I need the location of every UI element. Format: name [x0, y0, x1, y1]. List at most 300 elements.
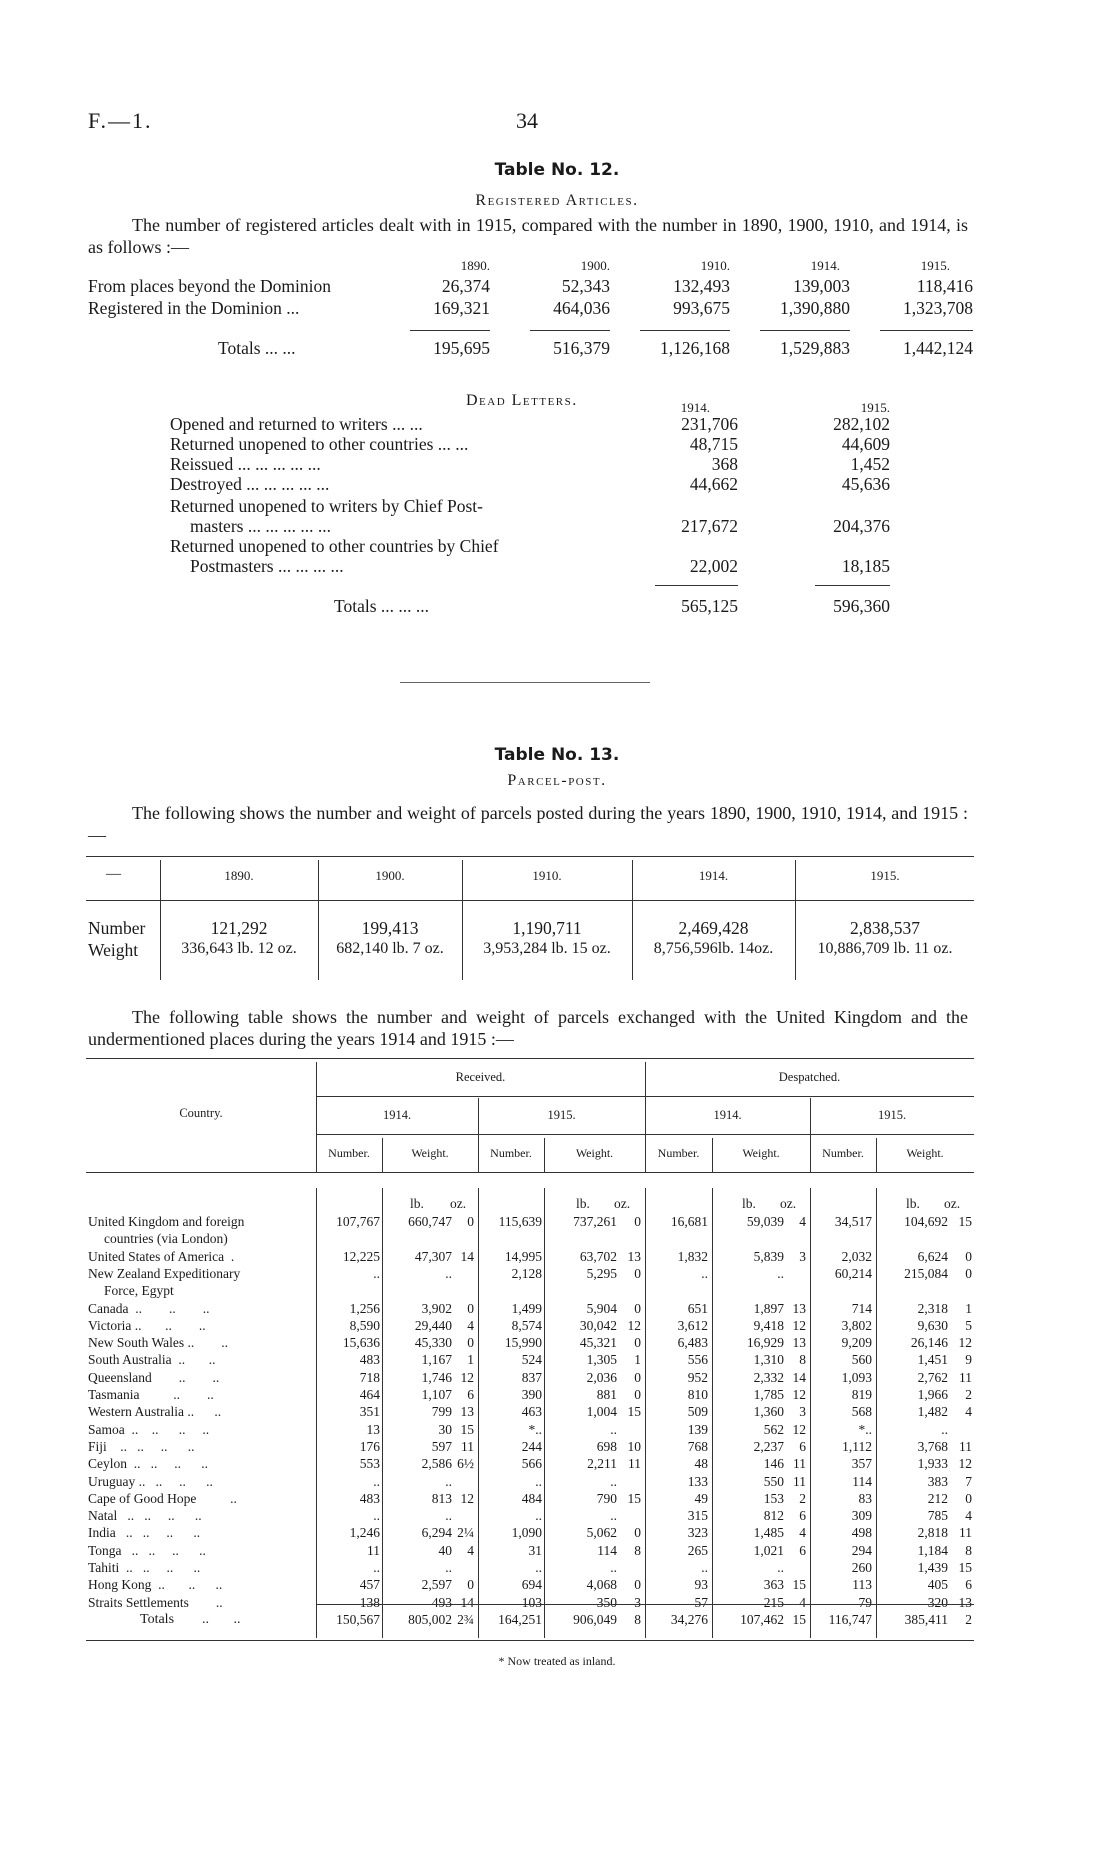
table-row: [0, 1525, 1114, 1542]
value-cell: 2,211: [587, 1456, 617, 1472]
value-cell: 16,681: [670, 1214, 708, 1229]
value-cell: 30: [438, 1421, 452, 1437]
value-cell: 1,310: [753, 1352, 784, 1368]
ounce-cell: 6: [799, 1542, 806, 1558]
t12-row-label: Registered in the Dominion ...: [88, 298, 300, 318]
value-cell: 493: [431, 1594, 452, 1610]
ounce-cell: 4: [965, 1508, 972, 1524]
value-cell: 1,832: [677, 1248, 708, 1264]
value-cell: 568: [851, 1404, 872, 1420]
ounce-cell: 10: [627, 1438, 641, 1454]
value-cell: 244: [521, 1438, 542, 1454]
t12-year: 1914.: [810, 258, 840, 273]
value-cell: 1,004: [586, 1404, 617, 1420]
dl-cell: 1,452: [850, 454, 890, 474]
table-row: [0, 1577, 1114, 1594]
country-cell: Ceylon .. .. .. ..: [88, 1456, 208, 1472]
col-year-header: 1915.: [547, 1108, 576, 1122]
t13-corner: —: [106, 866, 121, 882]
value-cell: 26,146: [910, 1335, 948, 1351]
ounce-cell: 15: [958, 1214, 972, 1229]
dead-letters-title: Dead Letters.: [466, 392, 578, 409]
value-cell: 718: [359, 1369, 380, 1385]
value-cell: 1,184: [917, 1542, 948, 1558]
ounce-cell: 5: [965, 1317, 972, 1333]
total-cell: 34,276: [670, 1612, 708, 1627]
ounce-cell: 0: [634, 1577, 641, 1593]
ounce-cell: 0: [634, 1369, 641, 1385]
value-cell: 1,246: [349, 1525, 380, 1541]
dl-row-label: Returned unopened to other countries by Chief: [170, 536, 499, 556]
t13-cell: 3,953,284 lb. 15 oz.: [483, 940, 611, 957]
value-cell: 566: [521, 1456, 542, 1472]
value-cell: 323: [687, 1525, 708, 1541]
value-cell: 1,785: [753, 1387, 784, 1402]
table-rule: [86, 856, 974, 857]
country-cell: Cape of Good Hope ..: [88, 1490, 237, 1506]
ounce-cell: 8: [965, 1542, 972, 1558]
ounce-cell: 1: [467, 1352, 474, 1368]
table-row: [0, 1301, 1114, 1318]
t12-total-cell: 1,529,883: [780, 338, 850, 358]
value-cell: 3,802: [841, 1317, 872, 1333]
country-cell: Straits Settlements ..: [88, 1594, 223, 1610]
value-cell: 556: [687, 1352, 708, 1368]
value-cell: 363: [763, 1577, 784, 1593]
value-cell: 309: [851, 1508, 872, 1524]
value-cell: 83: [858, 1490, 872, 1506]
ounce-cell: 11: [959, 1438, 972, 1454]
col-year-header: 1914.: [713, 1108, 742, 1122]
value-cell: 553: [359, 1456, 380, 1472]
value-cell: ..: [610, 1473, 617, 1489]
col-number-header: Number.: [822, 1146, 864, 1160]
value-cell: 483: [359, 1490, 380, 1506]
page-number: 34: [516, 108, 538, 133]
unit-oz: oz.: [944, 1196, 961, 1211]
value-cell: 837: [521, 1369, 542, 1385]
ounce-cell: 13: [958, 1594, 972, 1610]
total-ounce-cell: 2¾: [457, 1612, 474, 1627]
dl-year: 1914.: [680, 400, 710, 415]
ounce-cell: 7: [965, 1473, 972, 1489]
value-cell: 49: [694, 1490, 708, 1506]
value-cell: 153: [763, 1490, 784, 1506]
country-cell: New Zealand Expeditionary: [88, 1265, 241, 1281]
table-row: [0, 1266, 1114, 1283]
ounce-cell: 2: [799, 1490, 806, 1506]
ounce-cell: 15: [460, 1421, 474, 1437]
total-cell: 164,251: [498, 1612, 542, 1627]
value-cell: 737,261: [573, 1214, 617, 1229]
value-cell: 351: [359, 1404, 380, 1420]
ounce-cell: 9: [965, 1352, 972, 1368]
table-row: [0, 1352, 1114, 1369]
country-cell: Tonga .. .. .. ..: [88, 1542, 206, 1558]
table-12-subtitle: Registered Articles.: [475, 192, 639, 209]
unit-oz: oz.: [780, 1196, 797, 1211]
col-year-header: 1914.: [382, 1108, 412, 1122]
sum-rule: [655, 585, 738, 586]
value-cell: 1,090: [511, 1525, 542, 1541]
value-cell: 350: [596, 1594, 617, 1610]
t12-year: 1915.: [920, 258, 950, 273]
ounce-cell: 11: [793, 1473, 806, 1489]
value-cell: 138: [359, 1594, 380, 1610]
value-cell: ..: [610, 1560, 617, 1575]
table-row: [0, 1491, 1114, 1508]
dl-row-label: Destroyed ... ... ... ... ...: [170, 474, 330, 494]
country-cell: Fiji .. .. .. ..: [88, 1438, 195, 1454]
value-cell: 260: [851, 1560, 872, 1575]
ounce-cell: 0: [634, 1300, 641, 1316]
column-rule: [544, 1188, 545, 1638]
ounce-cell: 13: [627, 1248, 641, 1264]
value-cell: 952: [687, 1369, 708, 1385]
t12-row-label: From places beyond the Dominion: [88, 276, 332, 296]
value-cell: 550: [763, 1473, 784, 1489]
ounce-cell: 6½: [457, 1456, 474, 1472]
value-cell: 1,360: [753, 1404, 784, 1420]
table-13-title: Table No. 13.: [494, 745, 620, 765]
value-cell: 457: [359, 1577, 380, 1593]
value-cell: 212: [927, 1490, 948, 1506]
dl-row-label: Postmasters ... ... ... ...: [190, 556, 344, 576]
table-row: [0, 1543, 1114, 1560]
table-row: [0, 1474, 1114, 1491]
value-cell: ..: [777, 1560, 784, 1575]
footnote: * Now treated as inland.: [498, 1654, 616, 1668]
ounce-cell: 11: [461, 1438, 474, 1454]
t13-year: 1915.: [870, 868, 900, 883]
dl-row-label: Returned unopened to writers by Chief Post-: [170, 496, 484, 516]
value-cell: ..: [445, 1265, 452, 1281]
value-cell: 294: [851, 1542, 872, 1558]
t12-cell: 464,036: [553, 298, 610, 318]
table-row: [0, 1249, 1114, 1266]
value-cell: 1,746: [421, 1369, 452, 1385]
value-cell: 107,767: [336, 1214, 380, 1229]
dl-cell: 204,376: [833, 516, 890, 536]
t13-cell: 8,756,596lb. 14oz.: [653, 940, 774, 957]
value-cell: 215,084: [904, 1265, 948, 1281]
dl-cell: 22,002: [689, 556, 738, 576]
value-cell: ..: [701, 1560, 708, 1575]
ounce-cell: 4: [799, 1525, 806, 1541]
ounce-cell: 14: [792, 1369, 806, 1385]
value-cell: 1,485: [753, 1525, 784, 1541]
ounce-cell: 0: [634, 1525, 641, 1541]
table-row: [0, 1283, 1114, 1300]
value-cell: 8,590: [349, 1317, 380, 1333]
dl-cell: 18,185: [841, 556, 890, 576]
dl-cell: 282,102: [833, 414, 890, 434]
ounce-cell: 4: [965, 1404, 972, 1420]
table-row: [0, 1214, 1114, 1231]
country-cell: Queensland .. ..: [88, 1369, 220, 1385]
value-cell: 114: [852, 1473, 872, 1489]
value-cell: 45,330: [414, 1335, 452, 1351]
value-cell: 2,032: [841, 1248, 872, 1264]
table-row: [0, 1370, 1114, 1387]
ounce-cell: 6: [799, 1438, 806, 1454]
value-cell: 1,021: [753, 1542, 784, 1558]
t13-cell: 682,140 lb. 7 oz.: [336, 940, 444, 957]
country-cell: India .. .. .. ..: [88, 1525, 201, 1541]
t13-cell: 121,292: [210, 918, 268, 938]
value-cell: 48: [694, 1456, 708, 1472]
value-cell: 3,768: [917, 1438, 948, 1454]
t12-cell: 169,321: [433, 298, 490, 318]
dl-cell: 44,662: [689, 474, 738, 494]
column-rule: [712, 1188, 713, 1638]
ounce-cell: 2: [965, 1387, 972, 1402]
dl-cell: 45,636: [841, 474, 890, 494]
sum-rule: [760, 330, 850, 331]
country-cell: United States of America .: [88, 1248, 235, 1264]
value-cell: 2,762: [917, 1369, 948, 1385]
dl-cell: 44,609: [841, 434, 890, 454]
t12-total-cell: 1,126,168: [660, 338, 730, 358]
column-rule: [478, 1188, 479, 1638]
value-cell: ..: [701, 1265, 708, 1281]
value-cell: 215: [763, 1594, 784, 1610]
t13-year: 1900.: [375, 868, 405, 883]
table-row: [0, 1422, 1114, 1439]
ounce-cell: 0: [467, 1335, 474, 1351]
t13-row-label: Number: [88, 918, 146, 938]
table-row: [0, 1560, 1114, 1577]
t12-cell: 993,675: [673, 298, 730, 318]
section-divider: [400, 682, 650, 683]
value-cell: ..: [445, 1560, 452, 1575]
value-cell: 12,225: [342, 1248, 380, 1264]
unit-oz: oz.: [450, 1196, 467, 1211]
t12-year: 1890.: [460, 258, 490, 273]
value-cell: 9,209: [841, 1335, 872, 1351]
value-cell: 2,597: [421, 1577, 452, 1593]
ounce-cell: 4: [799, 1214, 806, 1229]
column-rule: [382, 1188, 383, 1638]
value-cell: 9,630: [917, 1317, 948, 1333]
ounce-cell: 4: [467, 1542, 474, 1558]
value-cell: 2,128: [511, 1265, 542, 1281]
value-cell: ..: [373, 1473, 380, 1489]
t12-total-cell: 195,695: [433, 338, 490, 358]
value-cell: 115,639: [498, 1214, 542, 1229]
ounce-cell: 8: [634, 1542, 641, 1558]
ounce-cell: 4: [799, 1594, 806, 1610]
value-cell: 714: [851, 1300, 872, 1316]
col-weight-header: Weight.: [575, 1146, 614, 1160]
ounce-cell: 0: [965, 1248, 972, 1264]
page-header-code: F.—1.: [88, 108, 153, 133]
t12-cell: 52,343: [561, 276, 610, 296]
country-cell: Canada .. .. ..: [88, 1300, 210, 1316]
t13-year: 1914.: [698, 868, 729, 883]
value-cell: 29,440: [414, 1317, 452, 1333]
exchange-intro: The following table shows the number and weight of parcels exchanged with the United Kingdom and the undermentioned places during the years 1914 and 1915 :—: [88, 1007, 968, 1049]
table-13-intro: The following shows the number and weight of parcels posted during the years 1890, 1900, 1910, 1914, and 1915 :—: [88, 803, 968, 845]
value-cell: 13: [366, 1421, 380, 1437]
value-cell: 5,295: [586, 1265, 617, 1281]
value-cell: 6,624: [917, 1248, 948, 1264]
value-cell: 265: [687, 1542, 708, 1558]
value-cell: 59,039: [746, 1214, 784, 1229]
dl-row-label: Returned unopened to other countries ... ...: [170, 434, 469, 454]
total-ounce-cell: 2: [965, 1612, 972, 1627]
value-cell: 15,990: [504, 1335, 542, 1351]
value-cell: 2,332: [753, 1369, 784, 1385]
t12-year: 1910.: [700, 258, 730, 273]
value-cell: 768: [687, 1438, 708, 1454]
total-cell: 906,049: [573, 1612, 617, 1627]
value-cell: 113: [852, 1577, 872, 1593]
t12-cell: 1,390,880: [780, 298, 850, 318]
value-cell: 799: [431, 1404, 452, 1420]
value-cell: 1,933: [917, 1456, 948, 1472]
ounce-cell: 12: [460, 1369, 474, 1385]
dl-totals-label: Totals ... ... ...: [334, 596, 430, 616]
value-cell: 133: [687, 1473, 708, 1489]
unit-lb: lb.: [410, 1196, 424, 1211]
value-cell: 483: [359, 1352, 380, 1368]
unit-lb: lb.: [906, 1196, 920, 1211]
value-cell: 2,318: [917, 1300, 948, 1316]
value-cell: 810: [687, 1387, 708, 1402]
value-cell: 660,747: [408, 1214, 452, 1229]
sum-rule: [530, 330, 610, 331]
value-cell: 57: [694, 1594, 708, 1610]
t13-cell: 10,886,709 lb. 11 oz.: [817, 940, 953, 957]
value-cell: 2,818: [917, 1525, 948, 1541]
value-cell: 31: [528, 1542, 542, 1558]
value-cell: 93: [694, 1577, 708, 1593]
value-cell: 698: [596, 1438, 617, 1454]
value-cell: ..: [610, 1421, 617, 1437]
value-cell: 1,107: [421, 1387, 452, 1402]
ounce-cell: 15: [627, 1404, 641, 1420]
ounce-cell: 12: [627, 1317, 641, 1333]
value-cell: 694: [521, 1577, 542, 1593]
ounce-cell: 8: [799, 1352, 806, 1368]
value-cell: 15,636: [342, 1335, 380, 1351]
value-cell: 5,839: [753, 1248, 784, 1264]
t12-cell: 1,323,708: [903, 298, 973, 318]
total-cell: 385,411: [904, 1612, 948, 1627]
country-cell: New South Wales .. ..: [88, 1335, 229, 1351]
value-cell: 560: [851, 1352, 872, 1368]
table-row: [0, 1456, 1114, 1473]
dl-cell: 368: [711, 454, 738, 474]
ounce-cell: 13: [792, 1300, 806, 1316]
value-cell: 139: [687, 1421, 708, 1437]
totals-label: Totals .. ..: [140, 1612, 241, 1627]
col-year-header: 1915.: [877, 1108, 907, 1122]
value-cell: 509: [687, 1404, 708, 1420]
value-cell: 790: [596, 1490, 617, 1506]
value-cell: 315: [687, 1508, 708, 1524]
table-12-intro: The number of registered articles dealt with in 1915, compared with the number in 1890, 1900, 1910, and 1914, is as follows :—: [88, 215, 968, 257]
col-weight-header: Weight.: [906, 1146, 944, 1160]
ounce-cell: 0: [634, 1387, 641, 1402]
ounce-cell: 0: [634, 1265, 641, 1281]
value-cell: 6,294: [421, 1525, 452, 1541]
value-cell: 114: [597, 1542, 617, 1558]
value-cell: 405: [927, 1577, 948, 1593]
value-cell: 651: [687, 1300, 708, 1316]
ounce-cell: 1: [634, 1352, 641, 1368]
dl-total-cell: 596,360: [833, 596, 890, 616]
ounce-cell: 11: [793, 1456, 806, 1472]
value-cell: 1,112: [842, 1438, 872, 1454]
value-cell: 1,256: [349, 1300, 380, 1316]
dl-cell: 217,672: [681, 516, 738, 536]
value-cell: 176: [359, 1438, 380, 1454]
value-cell: 813: [431, 1490, 452, 1506]
ounce-cell: 3: [799, 1404, 806, 1420]
table-rule: [316, 1096, 974, 1097]
value-cell: 2,237: [753, 1438, 784, 1454]
column-rule: [316, 1188, 317, 1638]
ounce-cell: 13: [792, 1335, 806, 1351]
totals-row: [0, 1612, 1114, 1632]
t12-cell: 139,003: [793, 276, 850, 296]
ounce-cell: 11: [959, 1369, 972, 1385]
t12-total-cell: 1,442,124: [903, 338, 973, 358]
value-cell: 1,451: [917, 1352, 948, 1368]
value-cell: 819: [851, 1387, 872, 1402]
table-rule: [86, 1640, 974, 1641]
sum-rule: [815, 585, 890, 586]
table-row: [0, 1404, 1114, 1421]
value-cell: 3,612: [677, 1317, 708, 1333]
value-cell: 881: [596, 1387, 617, 1402]
value-cell: 484: [521, 1490, 542, 1506]
ounce-cell: 11: [959, 1525, 972, 1541]
ounce-cell: 11: [628, 1456, 641, 1472]
value-cell: ..: [445, 1508, 452, 1524]
value-cell: 2,036: [586, 1369, 617, 1385]
country-cell: United Kingdom and foreign: [88, 1214, 245, 1229]
value-cell: ..: [445, 1473, 452, 1489]
value-cell: ..: [373, 1265, 380, 1281]
value-cell: 1,966: [917, 1387, 948, 1402]
dl-cell: 231,706: [681, 414, 738, 434]
t12-cell: 26,374: [441, 276, 490, 296]
value-cell: 1,167: [421, 1352, 452, 1368]
dl-row-label: Reissued ... ... ... ... ...: [170, 454, 321, 474]
table-rule: [86, 1172, 974, 1173]
ounce-cell: 0: [467, 1577, 474, 1593]
value-cell: ..: [535, 1508, 542, 1524]
value-cell: 464: [359, 1387, 380, 1402]
ounce-cell: 0: [965, 1265, 972, 1281]
value-cell: 4,068: [586, 1577, 617, 1593]
ounce-cell: 15: [792, 1577, 806, 1593]
ounce-cell: 15: [958, 1560, 972, 1575]
value-cell: 79: [858, 1594, 872, 1610]
dl-total-cell: 565,125: [681, 596, 738, 616]
value-cell: 597: [431, 1438, 452, 1454]
value-cell: 103: [521, 1594, 542, 1610]
total-cell: 150,567: [336, 1612, 380, 1627]
country-cell: Western Australia .. ..: [88, 1404, 222, 1420]
value-cell: 146: [763, 1456, 784, 1472]
total-cell: 116,747: [828, 1612, 872, 1627]
col-number-header: Number.: [328, 1146, 370, 1160]
t12-totals-label: Totals ... ...: [218, 338, 296, 358]
